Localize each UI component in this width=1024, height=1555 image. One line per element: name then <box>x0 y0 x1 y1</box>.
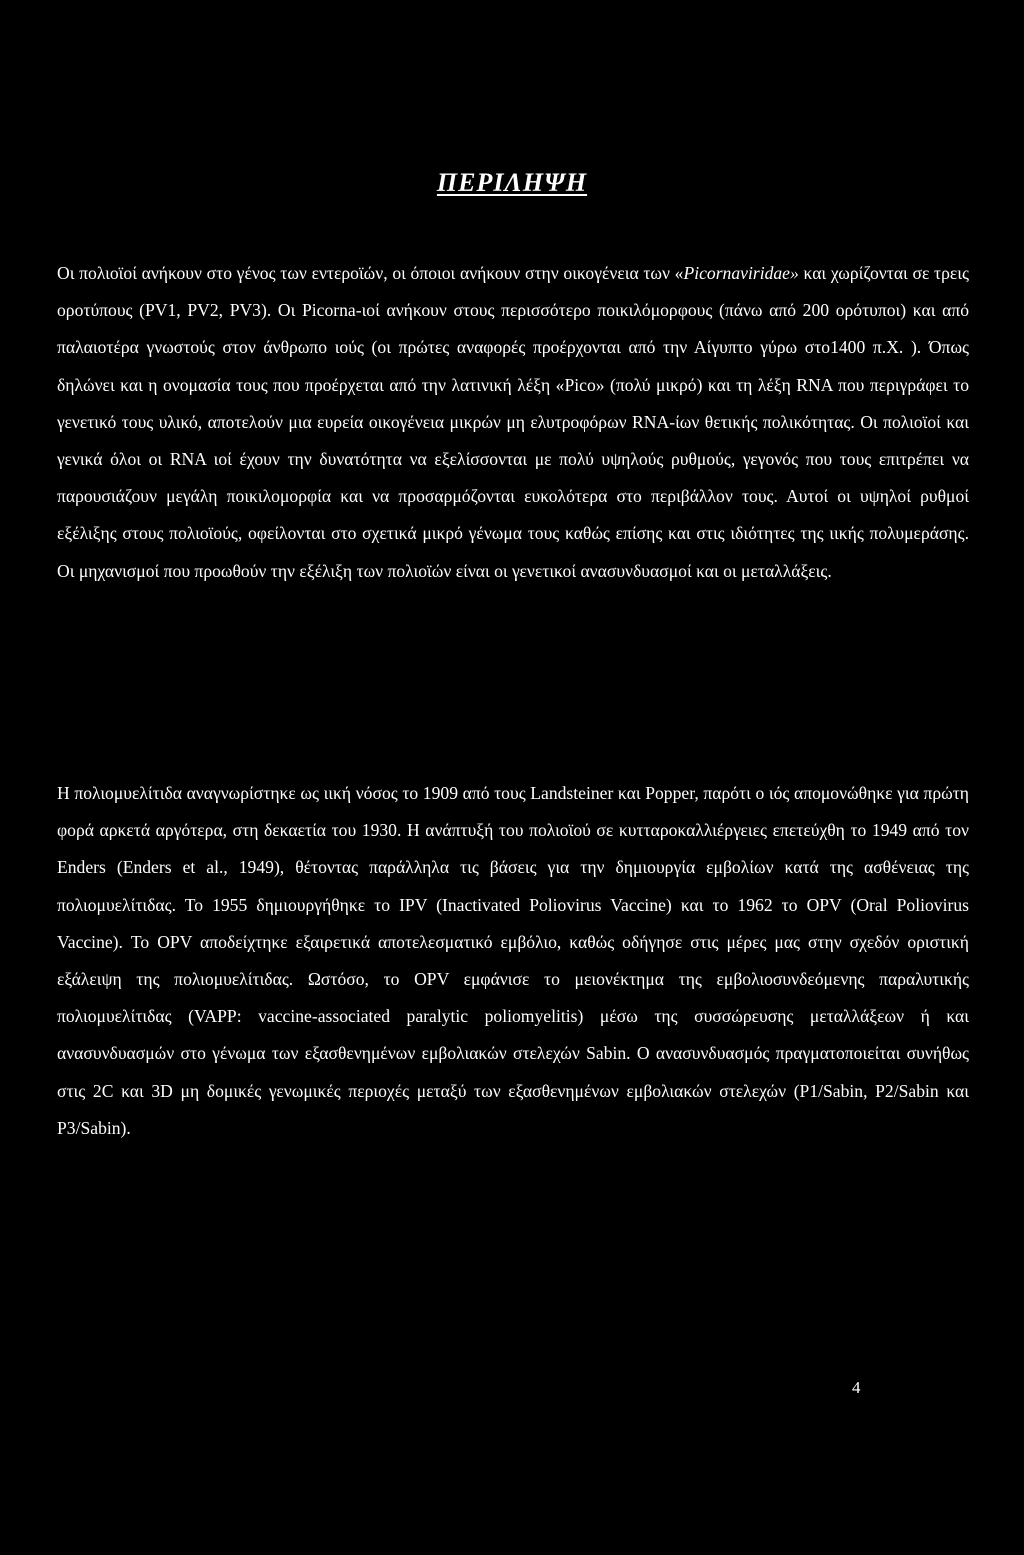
page-number: 4 <box>852 1378 861 1397</box>
abstract-paragraph-1 <box>57 255 969 590</box>
abstract-paragraph-2: Η πολιομυελίτιδα αναγνωρίστηκε ως ιική νόσος το 1909 από τους Landsteiner και Popper, παρότι ο ιός απομονώθηκε για πρώτη φορά αρκετά αργότερα, στη δεκαετία του 1930. Η ανάπτυξή του πολιοϊού σε κυτταροκαλλιέργειες επετεύχθη το 1949 από τον Enders (Enders et al., 1949), θέτοντας παράλληλα τις βάσεις για την δημιουργία εμβολίων κατά της ασθένειας της πολιομυελίτιδας. Το 1955 δημιουργήθηκε το IPV (Inactivated Poliovirus Vaccine) και το 1962 το OPV (Oral Poliovirus Vaccine). Το OPV αποδείχτηκε εξαιρετικά αποτελεσματικό εμβόλιο, καθώς οδήγησε στις μέρες μας στην σχεδόν οριστική εξάλειψη της πολιομυελίτιδας. Ωστόσο, το OPV εμφάνισε το μειονέκτημα της εμβολιοσυνδεόμενης παραλυτικής πολιομυελίτιδας (VAPP: vaccine-associated paralytic poliomyelitis) μέσω της συσσώρευσης μεταλλάξεων ή και ανασυνδυασμών στο γένωμα των εξασθενημένων εμβολιακών στελεχών Sabin. Ο ανασυνδυασμός πραγματοποιείται συνήθως στις 2C και 3D μη δομικές γενωμικές περιοχές μεταξύ των εξασθενημένων εμβολιακών στελεχών (P1/Sabin, P2/Sabin και P3/Sabin). <box>57 783 969 1138</box>
page-title: ΠΕΡΙΛΗΨΗ <box>436 168 588 197</box>
paragraph-1-text-start: Οι πολιοϊοί ανήκουν στο γένος των εντεροϊών, οι όποιοι ανήκουν στην οικογένεια των « <box>57 263 684 283</box>
paragraph-1-italic-term: Picornaviridae» <box>683 263 799 283</box>
paragraph-1-text-rest: και χωρίζονται σε τρεις οροτύπους (PV1, PV2, PV3). Οι Picorna-ιοί ανήκουν στους περισσότερο ποικιλόμορφους (πάνω από 200 ορότυποι) και από παλαιοτέρα γνωστούς στον άνθρωπο ιούς (οι πρώτες αναφορές προέρχονται από την Αίγυπτο γύρω στο1400 π.Χ. ). Όπως δηλώνει και η ονομασία τους που προέρχεται από την λατινική λέξη «Pico» (πολύ μικρό) και τη λέξη RNA που περιγράφει το γενετικό τους υλικό, αποτελούν μια ευρεία οικογένεια μικρών μη ελυτροφόρων RNA-ίων θετικής πολικότητας. Οι πολιοϊοί και γενικά όλοι οι RNA ιοί έχουν την δυνατότητα να εξελίσσονται με πολύ υψηλούς ρυθμούς, γεγονός που τους επιτρέπει να παρουσιάζουν μεγάλη ποικιλομορφία και να προσαρμόζονται ευκολότερα στο περιβάλλον τους. Αυτοί οι υψηλοί ρυθμοί εξέλιξης στους πολιοϊούς, οφείλονται στο σχετικά μικρό γένωμα τους καθώς επίσης και στις ιδιότητες της ιικής πολυμεράσης. Οι μηχανισμοί που προωθούν την εξέλιξη των πολιοϊών είναι οι γενετικοί ανασυνδυασμοί και οι μεταλλάξεις. <box>57 263 969 581</box>
